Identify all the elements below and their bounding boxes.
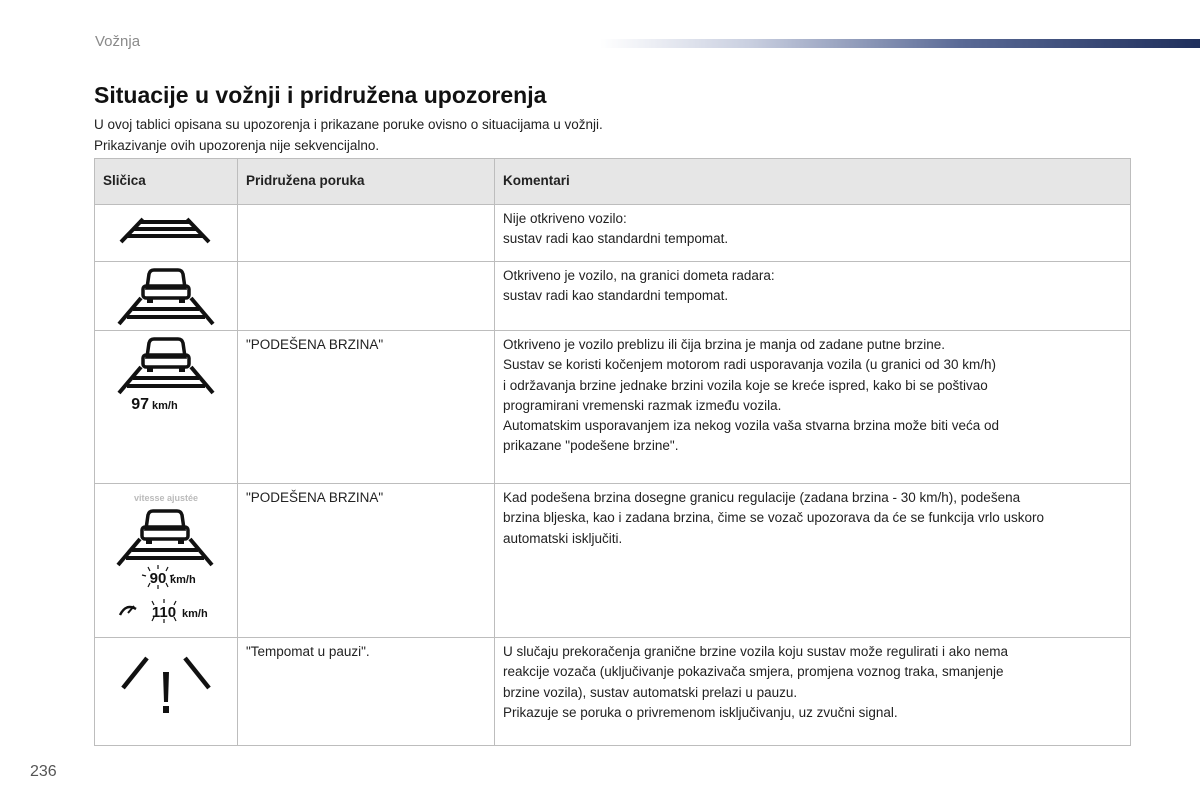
column-header-message: Pridružena poruka (238, 159, 495, 205)
comments-cell (495, 262, 1131, 331)
table-row (95, 638, 1131, 746)
comment-line: sustav radi kao standardni tempomat. (503, 288, 729, 304)
message-cell: "PODEŠENA BRZINA" (238, 331, 495, 484)
icon-cell (95, 205, 238, 262)
vehicle-detected-far-icon (111, 262, 221, 328)
icon-speed-unit: km/h (152, 400, 178, 412)
message-cell (238, 205, 495, 262)
message-cell: "Tempomat u pauzi". (238, 638, 495, 746)
intro-text (94, 114, 603, 156)
comment-line: brzina bljeska, kao i zadana brzina, čime se vozač upozorava da će se funkcija vrlo uskoro (503, 510, 1045, 526)
table-row (95, 262, 1131, 331)
comment-line: Otkriveno je vozilo, na granici dometa radara: (503, 268, 775, 283)
comment-line: brzine vozila), sustav automatski prelazi u pauzu. (503, 684, 798, 700)
comment-line: U slučaju prekoračenja granične brzine vozila koju sustav može regulirati i ako nema (503, 644, 1008, 659)
comments-cell (495, 638, 1131, 746)
comment-line: Automatskim usporavanjem iza nekog vozila vaša stvarna brzina može biti veća od (503, 418, 999, 434)
comments-cell (495, 205, 1131, 262)
comments-cell (495, 331, 1131, 484)
warning-pause-icon (111, 650, 221, 720)
icon-speed-value-secondary: 110 (151, 604, 177, 621)
table-header-row (95, 159, 1131, 205)
column-header-icon: Sličica (95, 159, 238, 205)
icon-speed-value: 90 (149, 570, 167, 587)
icon-speed-unit: km/h (170, 574, 196, 586)
comment-line: Otkriveno je vozilo preblizu ili čija brzina je manja od zadane putne brzine. (503, 337, 945, 352)
message-cell (238, 262, 495, 331)
message-cell: "PODEŠENA BRZINA" (238, 484, 495, 638)
intro-line-1: U ovoj tablici opisana su upozorenja i prikazane poruke ovisno o situacijama u vožnji. (94, 117, 603, 132)
icon-speed-unit-secondary: km/h (182, 608, 208, 620)
comment-line: Sustav se koristi kočenjem motorom radi usporavanja vozila (u granici od 30 km/h) (503, 357, 996, 373)
page-number: 236 (30, 763, 57, 780)
vehicle-detected-close-icon (111, 335, 221, 415)
comment-line: sustav radi kao standardni tempomat. (503, 231, 729, 247)
icon-cell (95, 262, 238, 331)
column-header-comments: Komentari (495, 159, 1131, 205)
speed-limit-flashing-icon (106, 487, 226, 633)
table-row (95, 484, 1131, 638)
comment-line: automatski isključiti. (503, 530, 623, 546)
page-title: Situacije u vožnji i pridružena upozorenja (94, 82, 547, 108)
icon-cell (95, 638, 238, 746)
comment-line: Kad podešena brzina dosegne granicu regulacije (zadana brzina - 30 km/h), podešena (503, 490, 1021, 505)
icon-caption: vitesse ajustée (133, 493, 199, 503)
table-row (95, 331, 1131, 484)
comment-line: Nije otkriveno vozilo: (503, 211, 627, 226)
table-row (95, 205, 1131, 262)
icon-cell (95, 331, 238, 484)
comment-line: prikazane "podešene brzine". (503, 438, 679, 454)
comment-line: reakcije vozača (uključivanje pokazivača smjera, promjena voznog traka, smanjenje (503, 664, 1004, 680)
intro-line-2: Prikazivanje ovih upozorenja nije sekvencijalno. (94, 138, 380, 153)
comment-line: Prikazuje se poruka o privremenom isključivanju, uz zvučni signal. (503, 704, 898, 720)
lane-lines-icon (111, 205, 221, 255)
icon-cell (95, 484, 238, 638)
header-accent-bar (600, 39, 1200, 48)
comment-line: i održavanja brzine jednake brzini vozila koje se kreće ispred, kako bi se poštivao (503, 377, 988, 393)
section-label: Vožnja (95, 33, 141, 50)
warnings-table (94, 158, 1131, 746)
comments-cell (495, 484, 1131, 638)
icon-speed-value: 97 (131, 396, 149, 413)
comment-line: programirani vremenski razmak između vozila. (503, 397, 782, 413)
